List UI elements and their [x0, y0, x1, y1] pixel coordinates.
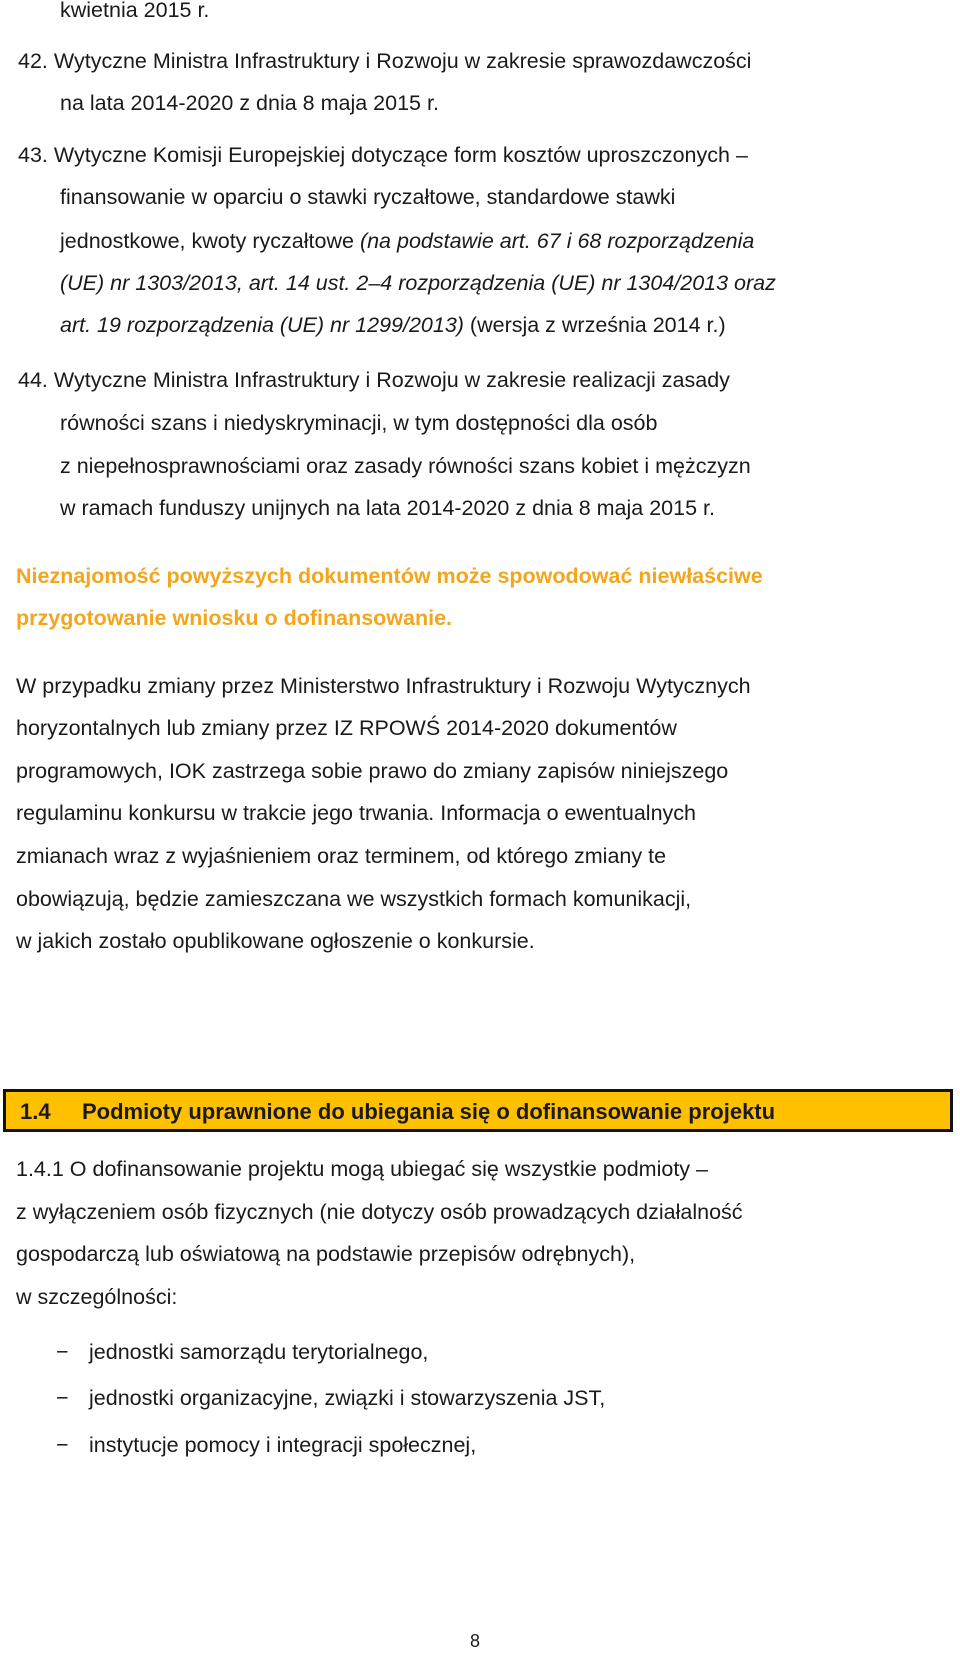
- list-item-44-line-1: 44. Wytyczne Ministra Infrastruktury i Rozwoju w zakresie realizacji zasady: [18, 368, 730, 392]
- list-item-43-line-1: 43. Wytyczne Komisji Europejskiej dotyczące form kosztów uproszczonych –: [18, 143, 748, 167]
- list-item-44-line-2: równości szans i niedyskryminacji, w tym dostępności dla osób: [60, 411, 658, 435]
- list-item-42-line-1: 42. Wytyczne Ministra Infrastruktury i Rozwoju w zakresie sprawozdawczości: [18, 49, 752, 73]
- paragraph-line: obowiązują, będzie zamieszczana we wszystkich formach komunikacji,: [16, 887, 692, 911]
- paragraph-line: w jakich zostało opublikowane ogłoszenie o konkursie.: [16, 929, 535, 953]
- list-item-43-line-3: jednostkowe, kwoty ryczałtowe (na podstawie art. 67 i 68 rozporządzenia: [60, 229, 755, 253]
- paragraph-1-4-1-line: z wyłączeniem osób fizycznych (nie dotyczy osób prowadzących działalność: [16, 1200, 743, 1224]
- warning-text-line-2: przygotowanie wniosku o dofinansowanie.: [16, 606, 453, 630]
- section-number: 1.4: [20, 1099, 51, 1124]
- bullet-item: instytucje pomocy i integracji społecznej,: [89, 1433, 477, 1457]
- paragraph-1-4-1-line: w szczególności:: [16, 1285, 178, 1309]
- dash-bullet: −: [56, 1386, 69, 1410]
- list-item-44-line-4: w ramach funduszy unijnych na lata 2014-2020 z dnia 8 maja 2015 r.: [60, 496, 715, 520]
- page-number: 8: [470, 1631, 481, 1651]
- paragraph-line: zmianach wraz z wyjaśnieniem oraz terminem, od którego zmiany te: [16, 844, 667, 868]
- section-title: Podmioty uprawnione do ubiegania się o dofinansowanie projektu: [82, 1099, 776, 1124]
- paragraph-line: programowych, IOK zastrzega sobie prawo do zmiany zapisów niniejszego: [16, 759, 729, 783]
- warning-text-line-1: Nieznajomość powyższych dokumentów może spowodować niewłaściwe: [16, 564, 763, 588]
- paragraph-line: regulaminu konkursu w trakcie jego trwania. Informacja o ewentualnych: [16, 801, 696, 825]
- paragraph-1-4-1-line: gospodarczą lub oświatową na podstawie przepisów odrębnych),: [16, 1242, 636, 1266]
- list-item-43-line-2: finansowanie w oparciu o stawki ryczałtowe, standardowe stawki: [60, 185, 676, 209]
- bullet-item: jednostki organizacyjne, związki i stowarzyszenia JST,: [89, 1386, 606, 1410]
- dash-bullet: −: [56, 1433, 69, 1457]
- dash-bullet: −: [56, 1340, 69, 1364]
- text-line: kwietnia 2015 r.: [60, 0, 210, 22]
- list-item-42-line-2: na lata 2014-2020 z dnia 8 maja 2015 r.: [60, 91, 439, 115]
- paragraph-line: horyzontalnych lub zmiany przez IZ RPOWŚ 2014-2020 dokumentów: [16, 716, 677, 740]
- section-heading: [3, 1089, 953, 1132]
- paragraph-line: W przypadku zmiany przez Ministerstwo Infrastruktury i Rozwoju Wytycznych: [16, 674, 751, 698]
- bullet-item: jednostki samorządu terytorialnego,: [89, 1340, 429, 1364]
- list-item-43-line-4: (UE) nr 1303/2013, art. 14 ust. 2–4 rozporządzenia (UE) nr 1304/2013 oraz: [60, 271, 776, 295]
- list-item-43-line-5: art. 19 rozporządzenia (UE) nr 1299/2013) (wersja z września 2014 r.): [60, 313, 726, 337]
- paragraph-1-4-1-line: 1.4.1 O dofinansowanie projektu mogą ubiegać się wszystkie podmioty –: [16, 1157, 708, 1181]
- list-item-44-line-3: z niepełnosprawnościami oraz zasady równości szans kobiet i mężczyzn: [60, 454, 751, 478]
